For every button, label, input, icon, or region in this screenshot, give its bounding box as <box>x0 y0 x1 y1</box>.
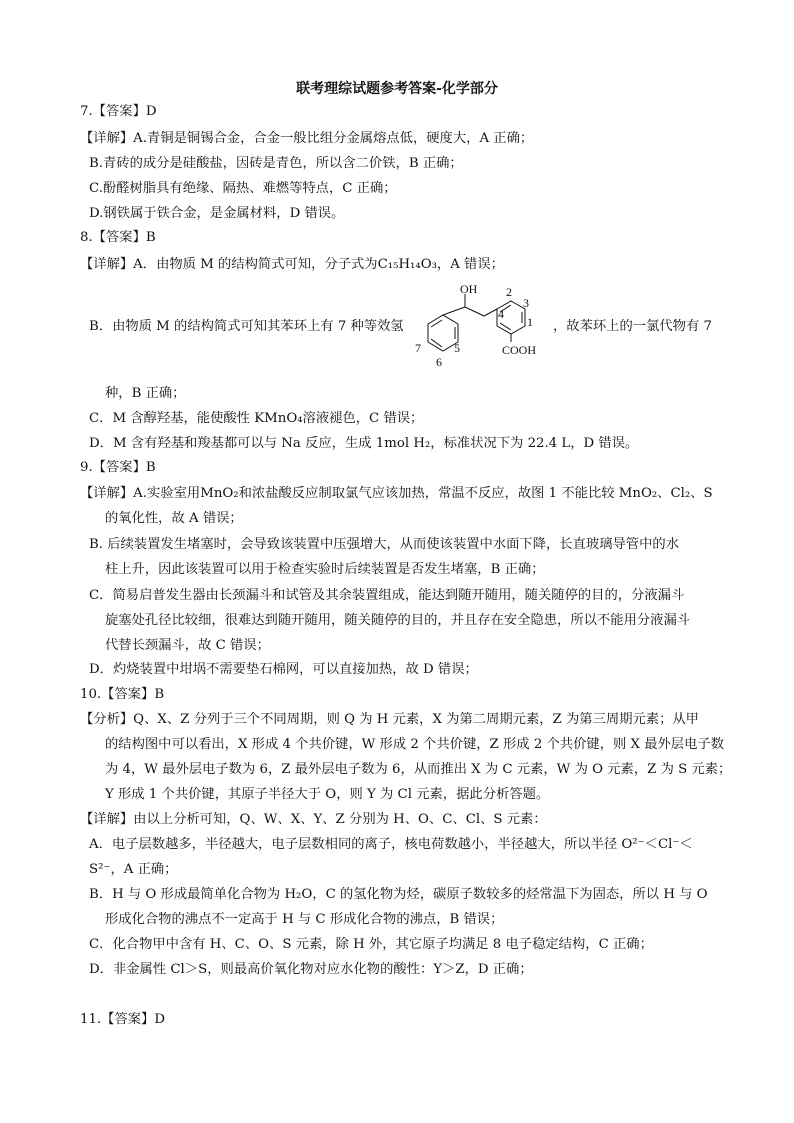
detail-line: C．化合物甲中含有 H、C、O、S 元素，除 H 外，其它原子均满足 8 电子稳定结构，C 正确； <box>89 937 653 952</box>
position-label: 3 <box>523 296 529 310</box>
answer-line: 7.【答案】D <box>80 104 157 119</box>
answer-line: 10.【答案】B <box>80 687 165 702</box>
detail-line: D．M 含有羟基和羧基都可以与 Na 反应，生成 1mol H₂，标准状况下为 22.4 L，D 错误。 <box>89 436 639 451</box>
position-label: 6 <box>436 355 442 369</box>
detail-line: 柱上升，因此该装置可以用于检查实验时后续装置是否发生堵塞，B 正确； <box>105 562 545 577</box>
analysis-line: 为 4，W 最外层电子数为 6，Z 最外层电子数为 6，从而推出 X 为 C 元素，W 为 O 元素，Z 为 S 元素； <box>105 762 732 777</box>
answer-line: 9.【答案】B <box>80 460 156 475</box>
page-title: 联考理综试题参考答案-化学部分 <box>296 81 498 97</box>
detail-line: 种，B 正确； <box>105 386 186 401</box>
detail-line: B. 后续装置发生堵塞时，会导致该装置中压强增大，从而使该装置中水面下降，长直玻璃导管中的水 <box>89 537 679 552</box>
position-label: 7 <box>415 341 421 355</box>
detail-line: A．电子层数越多，半径越大，电子层数相同的离子，核电荷数越小，半径越大，所以半径 O²⁻＜Cl⁻＜ <box>89 837 693 852</box>
analysis-line: 【分析】Q、X、Z 分列于三个不同周期，则 Q 为 H 元素，X 为第二周期元素，Z 为第三周期元素；从甲 <box>80 712 699 727</box>
answer-line: 11.【答案】D <box>80 1012 165 1027</box>
detail-line: ，故苯环上的一氯代物有 7 <box>553 319 712 334</box>
structure-formula <box>408 282 558 372</box>
detail-line: D.钢铁属于铁合金，是金属材料，D 错误。 <box>89 206 345 221</box>
detail-line: 【详解】A.实验室用MnO₂和浓盐酸反应制取氯气应该加热，常温不反应，故图 1 不能比较 MnO₂、Cl₂、S <box>80 486 713 501</box>
detail-line: 【详解】由以上分析可知，Q、W、X、Y、Z 分别为 H、O、C、Cl、S 元素： <box>80 812 547 827</box>
position-label: 1 <box>527 315 533 329</box>
detail-line: 代替长颈漏斗，故 C 错误； <box>105 638 270 653</box>
analysis-line: 的结构图中可以看出，X 形成 4 个共价键，W 形成 2 个共价键，Z 形成 2 个共价键，则 X 最外层电子数 <box>105 737 724 752</box>
position-label: 5 <box>454 341 460 355</box>
detail-line: C．简易启普发生器由长颈漏斗和试管及其余装置组成，能达到随开随用，随关随停的目的，分液漏斗 <box>89 588 685 603</box>
detail-line: D．非金属性 Cl＞S，则最高价氧化物对应水化物的酸性：Y＞Z，D 正确； <box>89 962 533 977</box>
detail-line: B．由物质 M 的结构简式可知其苯环上有 7 种等效氢 <box>89 319 404 334</box>
answer-line: 8.【答案】B <box>80 230 156 245</box>
detail-line: S²⁻，A 正确； <box>89 862 178 877</box>
detail-line: 形成化合物的沸点不一定高于 H 与 C 形成化合物的沸点，B 错误； <box>105 912 504 927</box>
position-label: 4 <box>498 307 504 321</box>
detail-line: C.酚醛树脂具有绝缘、隔热、难燃等特点，C 正确； <box>89 181 397 196</box>
cooh-label: COOH <box>502 343 537 357</box>
detail-line: 【详解】A．由物质 M 的结构简式可知，分子式为C₁₅H₁₄O₃，A 错误； <box>80 257 504 272</box>
detail-line: 【详解】A.青铜是铜锡合金，合金一般比组分金属熔点低，硬度大，A 正确； <box>80 131 534 146</box>
position-label: 2 <box>506 285 512 299</box>
detail-line: 的氧化性，故 A 错误； <box>105 511 243 526</box>
analysis-line: Y 形成 1 个共价键，其原子半径大于 O，则 Y 为 Cl 元素，据此分析答题。 <box>105 787 550 802</box>
detail-line: B.青砖的成分是硅酸盐，因砖是青色，所以含二价铁，B 正确； <box>89 156 463 171</box>
detail-line: C．M 含醇羟基，能使酸性 KMnO₄溶液褪色，C 错误； <box>89 411 424 426</box>
detail-line: D．灼烧装置中坩埚不需要垫石棉网，可以直接加热，故 D 错误； <box>89 662 478 677</box>
oh-label: OH <box>460 282 478 296</box>
detail-line: 旋塞处孔径比较细，很难达到随开随用，随关随停的目的，并且存在安全隐患，所以不能用分液漏斗 <box>105 613 691 628</box>
detail-line: B．H 与 O 形成最简单化合物为 H₂O，C 的氢化物为烃，碳原子数较多的烃常温下为固态，所以 H 与 O <box>89 887 708 902</box>
